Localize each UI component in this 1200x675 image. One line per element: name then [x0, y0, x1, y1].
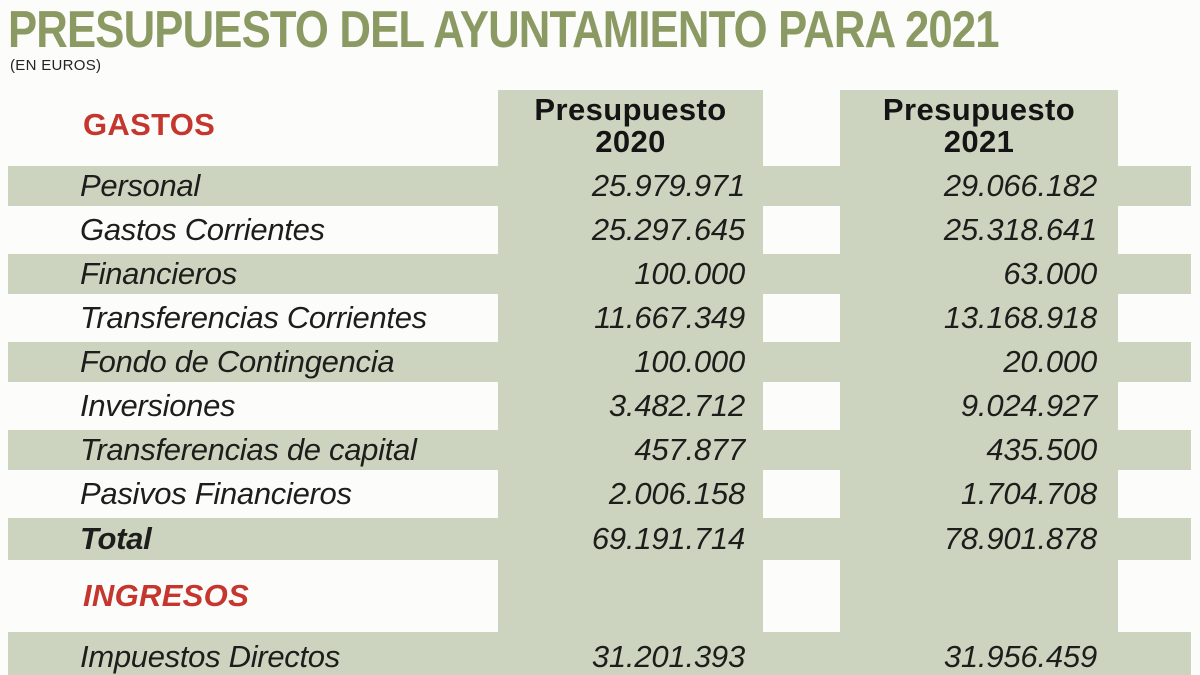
- total-row: [8, 518, 1191, 560]
- row-value-2020: 100.000: [634, 344, 745, 379]
- column-header-2021-year: 2021: [943, 124, 1015, 159]
- row-value-2020: 457.877: [634, 432, 745, 467]
- table-row: [8, 206, 1191, 254]
- total-label: Total: [80, 521, 152, 556]
- row-label: Transferencias de capital: [80, 432, 417, 467]
- row-value-2020: 31.201.393: [591, 639, 745, 674]
- row-value-2021: 9.024.927: [960, 388, 1097, 423]
- row-value-2020: 25.297.645: [591, 212, 745, 247]
- column-header-2020-label: Presupuesto: [534, 92, 727, 127]
- column-header-2021: [840, 88, 1118, 164]
- table-row: [8, 294, 1191, 342]
- row-label: Gastos Corrientes: [80, 212, 325, 247]
- column-header-2021-label: Presupuesto: [882, 92, 1076, 127]
- row-label: Transferencias Corrientes: [80, 300, 427, 335]
- row-value-2020: 3.482.712: [608, 388, 745, 423]
- table-row: [8, 166, 1191, 206]
- row-label: Financieros: [80, 256, 237, 291]
- row-value-2020: 25.979.971: [591, 168, 745, 203]
- row-value-2020: 11.667.349: [594, 300, 745, 335]
- row-label: Pasivos Financieros: [80, 476, 352, 511]
- row-label: Impuestos Directos: [80, 639, 340, 674]
- row-value-2020: 2.006.158: [608, 476, 745, 511]
- column-header-2020: [498, 88, 763, 164]
- row-label: Inversiones: [80, 388, 236, 423]
- section-label-ingresos: INGRESOS: [83, 578, 250, 613]
- table-header-row: [8, 90, 1191, 166]
- total-value-2021: 78.901.878: [943, 521, 1097, 556]
- row-value-2021: 1.704.708: [960, 476, 1097, 511]
- row-value-2020: 100.000: [634, 256, 745, 291]
- row-value-2021: 20.000: [1003, 344, 1097, 379]
- row-label: Fondo de Contingencia: [80, 344, 395, 379]
- row-value-2021: 435.500: [986, 432, 1097, 467]
- row-value-2021: 13.168.918: [943, 300, 1097, 335]
- row-value-2021: 63.000: [1003, 256, 1097, 291]
- row-value-2021: 31.956.459: [943, 639, 1097, 674]
- total-value-2020: 69.191.714: [591, 521, 745, 556]
- row-value-2021: 29.066.182: [943, 168, 1097, 203]
- table-row: [8, 632, 1191, 675]
- page-subtitle: (EN EUROS): [10, 57, 102, 74]
- row-label: Personal: [80, 168, 200, 203]
- row-value-2021: 25.318.641: [943, 212, 1097, 247]
- section-label-gastos: GASTOS: [83, 106, 216, 142]
- page-title: PRESUPUESTO DEL AYUNTAMIENTO PARA 2021: [8, 1, 999, 59]
- column-header-2020-year: 2020: [595, 124, 666, 159]
